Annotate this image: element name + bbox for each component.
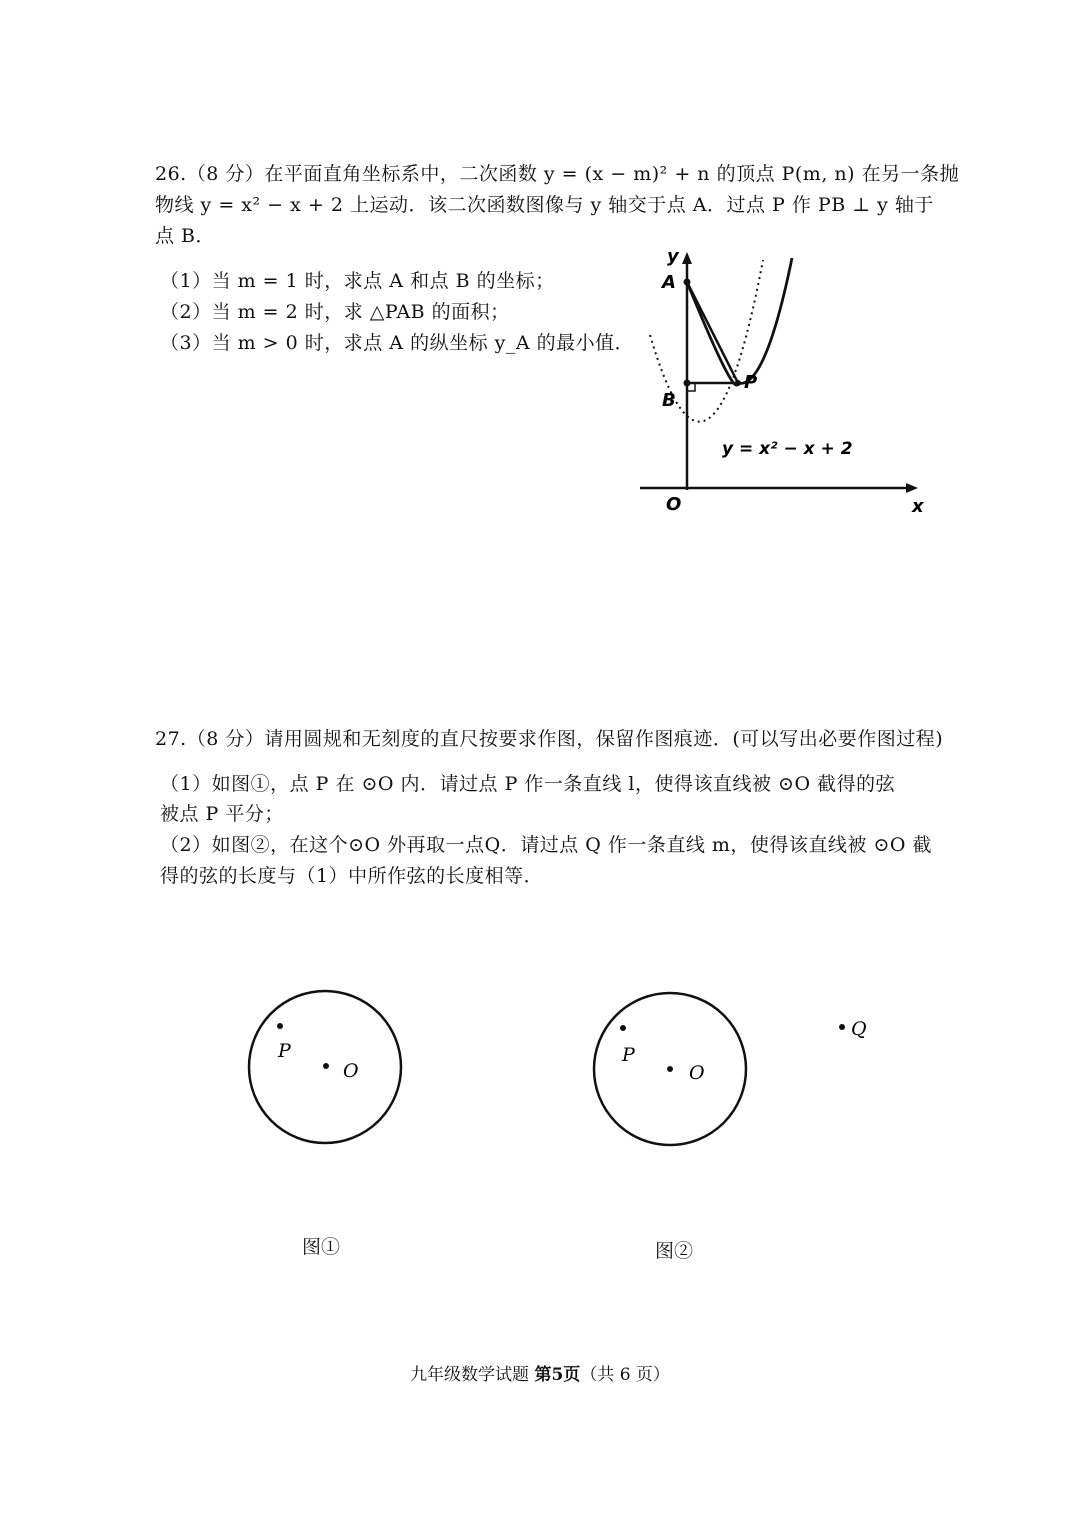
point-a-dot — [684, 279, 691, 286]
label-a: A — [662, 272, 676, 293]
footer-page-number: 第5页 — [534, 1365, 581, 1385]
point-o-dot — [323, 1063, 329, 1069]
point-p-dot — [620, 1025, 626, 1031]
page-footer — [0, 1360, 1080, 1385]
point-q-dot — [839, 1024, 845, 1030]
q26-part-2: （2）当 m = 2 时，求 △PAB 的面积； — [160, 301, 510, 323]
q26-part-1: （1）当 m = 1 时，求点 A 和点 B 的坐标； — [160, 270, 555, 292]
label-q: Q — [851, 1018, 867, 1040]
footer-total-pages: （共 6 页） — [580, 1365, 670, 1385]
figure-1-caption: 图① — [302, 1236, 341, 1258]
q26-part-3: （3）当 m > 0 时，求点 A 的纵坐标 y_A 的最小值． — [160, 332, 635, 354]
figure-2-caption: 图② — [655, 1240, 694, 1262]
x-axis-arrow — [906, 483, 918, 493]
figure-2 — [575, 975, 895, 1165]
label-x: x — [912, 496, 924, 517]
y-axis-arrow — [682, 252, 692, 264]
q27-part-2-line-1: （2）如图②，在这个⊙O 外再取一点Q．请过点 Q 作一条直线 m，使得该直线被 ⊙O 截 — [160, 834, 932, 856]
label-b: B — [662, 390, 676, 411]
q26-stem-line-1: 26.（8 分）在平面直角坐标系中，二次函数 y = (x − m)² + n 的顶点 P(m, n) 在另一条抛 — [155, 163, 960, 185]
q26-stem-line-3: 点 B． — [155, 225, 216, 247]
label-o: O — [343, 1060, 359, 1082]
label-p: P — [278, 1040, 291, 1062]
figure-1 — [230, 975, 430, 1165]
q27-part-1-line-2: 被点 P 平分； — [160, 803, 284, 825]
q27-stem-line-1: 27.（8 分）请用圆规和无刻度的直尺按要求作图，保留作图痕迹．(可以写出必要作图过程) — [155, 728, 944, 750]
label-p: P — [622, 1044, 635, 1066]
point-p-dot — [735, 380, 741, 386]
segment-ap — [687, 282, 738, 383]
label-p: P — [744, 372, 758, 393]
point-b-dot — [684, 380, 691, 387]
q27-part-1-line-1: （1）如图①，点 P 在 ⊙O 内．请过点 P 作一条直线 l，使得该直线被 ⊙O 截得的弦 — [160, 773, 896, 795]
curve-label: y = x² − x + 2 — [722, 439, 853, 459]
point-o-dot — [667, 1066, 673, 1072]
q26-graph — [630, 240, 930, 530]
point-p-dot — [277, 1023, 283, 1029]
label-y: y — [667, 246, 679, 267]
label-o: O — [689, 1062, 705, 1084]
label-origin: O — [666, 494, 682, 515]
q26-stem-line-2: 物线 y = x² − x + 2 上运动．该二次函数图像与 y 轴交于点 A．过点 P 作 PB ⊥ y 轴于 — [155, 194, 934, 216]
q27-part-2-line-2: 得的弦的长度与（1）中所作弦的长度相等． — [160, 865, 544, 887]
solid-parabola-right — [738, 258, 792, 383]
footer-title: 九年级数学试题 — [410, 1365, 535, 1385]
